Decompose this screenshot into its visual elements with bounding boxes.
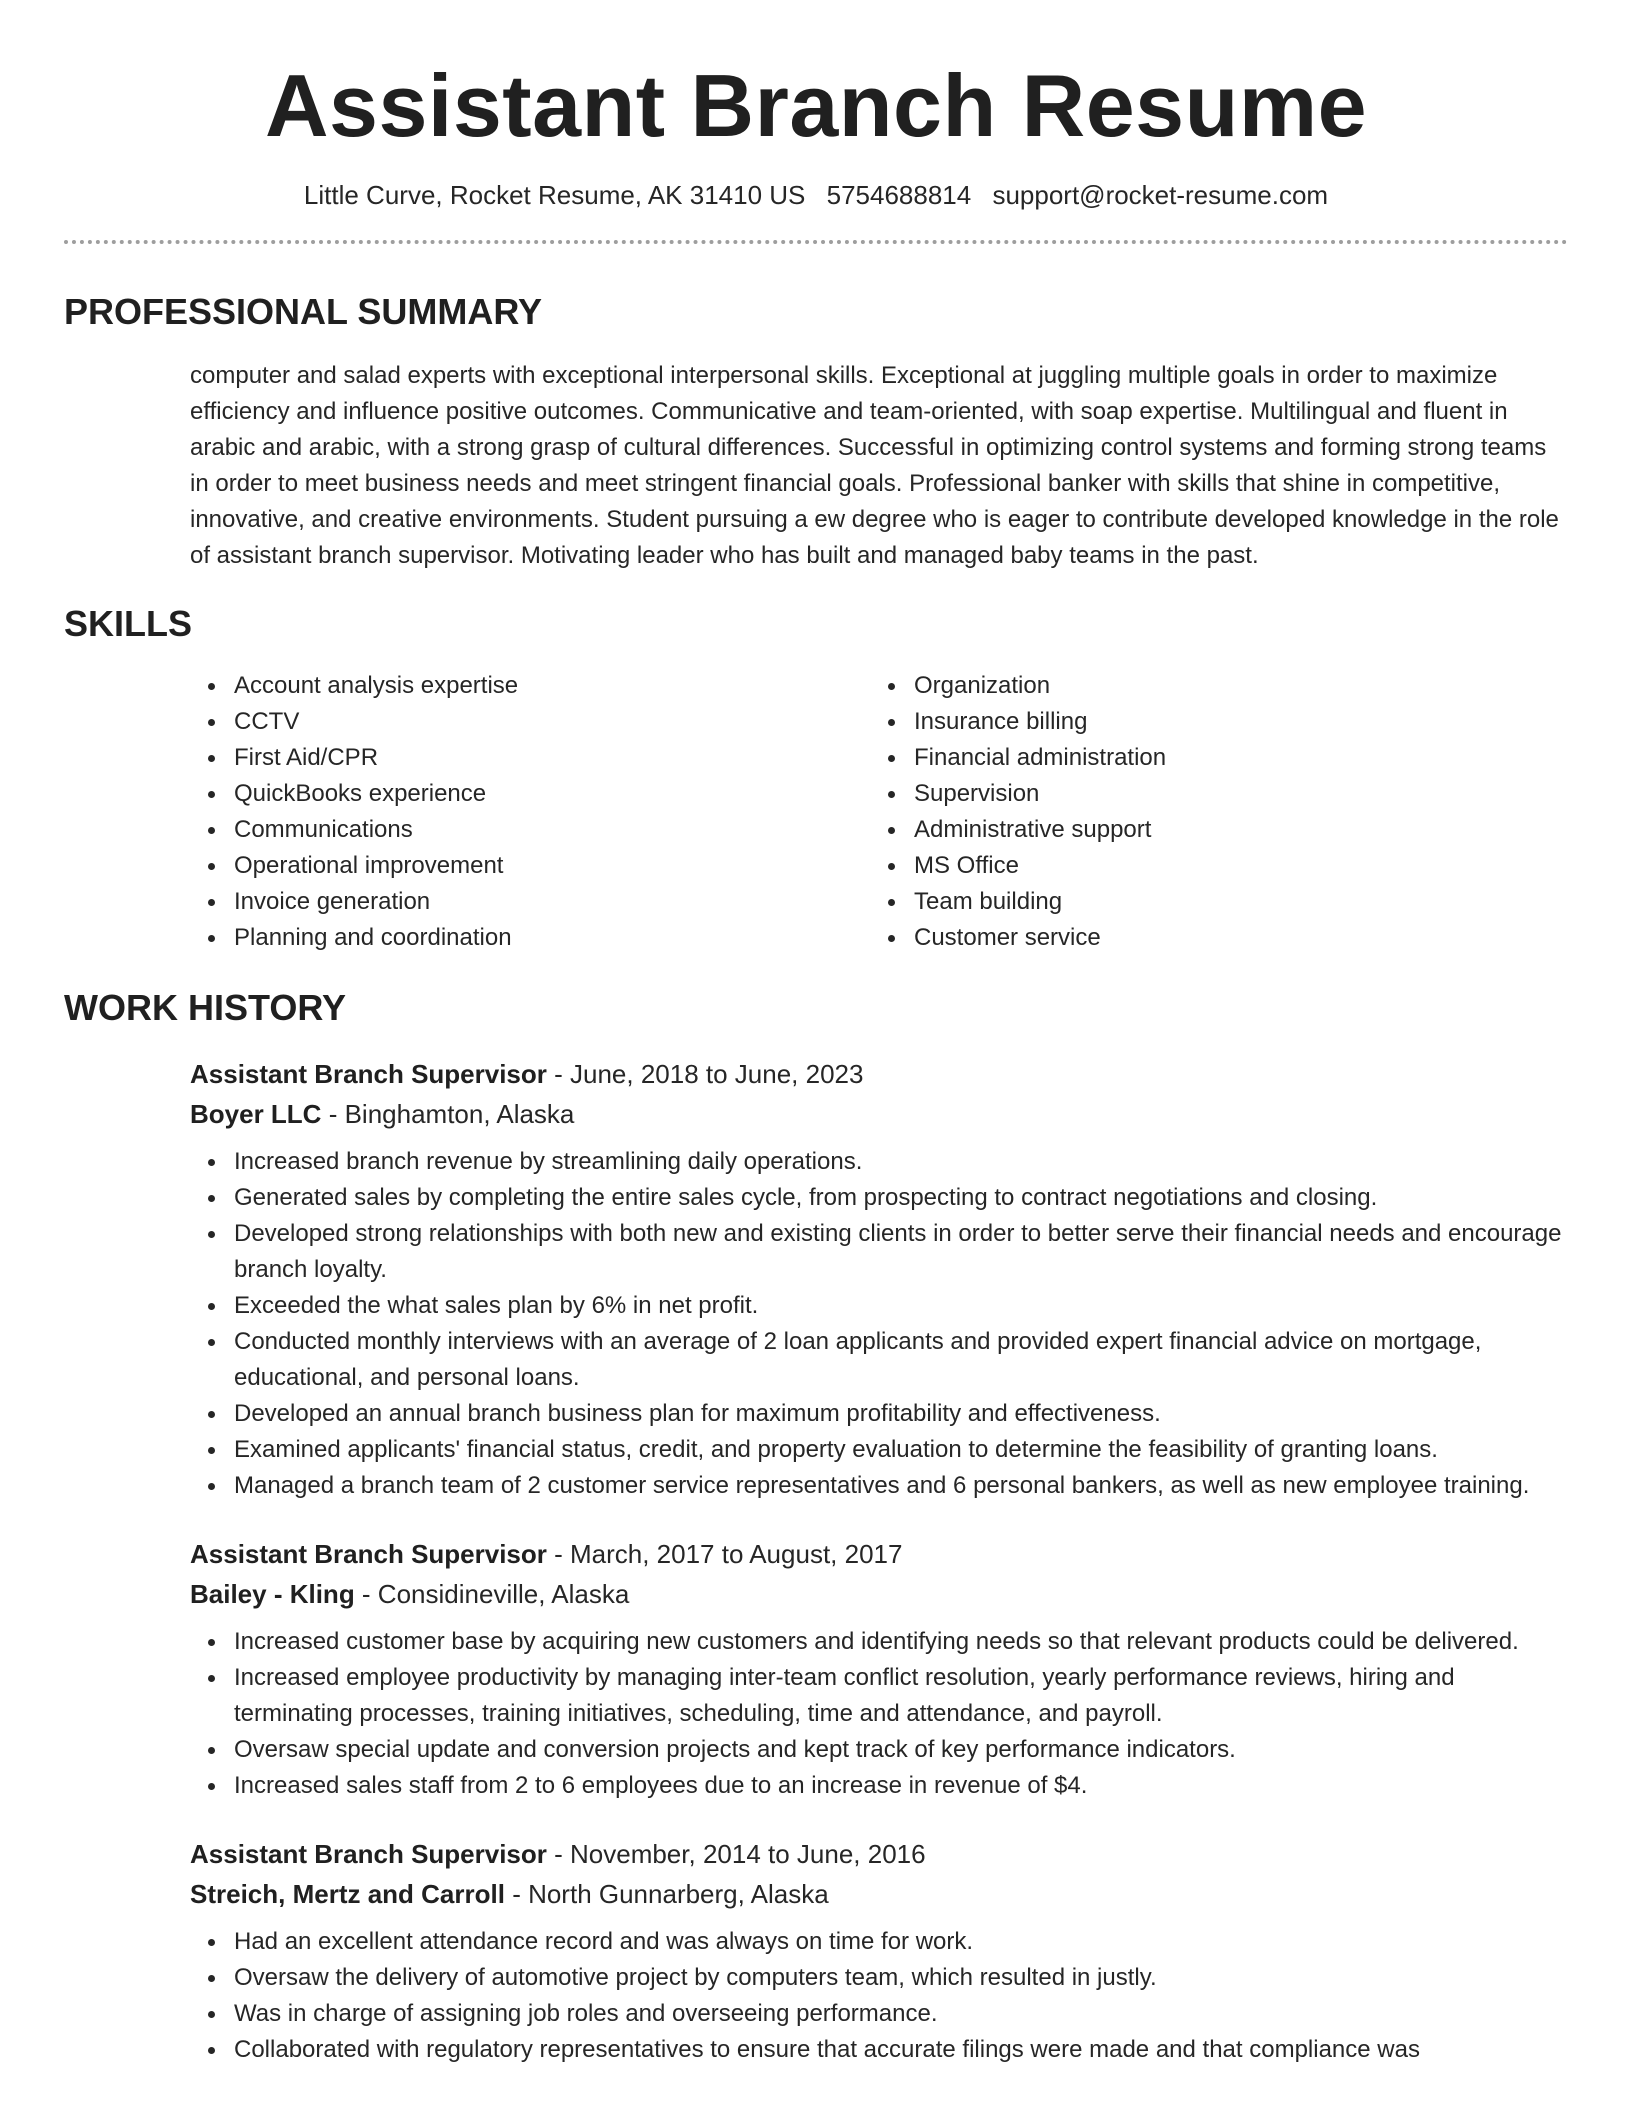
job-bullet: Developed an annual branch business plan for maximum profitability and effectiveness. <box>234 1396 1568 1432</box>
summary-heading: PROFESSIONAL SUMMARY <box>64 291 543 332</box>
skill-item: Organization <box>914 668 1550 704</box>
job-role: Assistant Branch Supervisor <box>190 1059 547 1089</box>
job-bullet: Increased employee productivity by managing inter-team conflict resolution, yearly performance reviews, hiring and terminating processes, training initiatives, scheduling, time and attendance, and payroll. <box>234 1660 1568 1732</box>
job-bullet: Increased branch revenue by streamlining daily operations. <box>234 1144 1568 1180</box>
job-bullet: Oversaw the delivery of automotive project by computers team, which resulted in justly. <box>234 1960 1568 1996</box>
resume-page <box>64 0 1568 2068</box>
job-bullet: Was in charge of assigning job roles and overseeing performance. <box>234 1996 1568 2032</box>
job-bullet: Exceeded the what sales plan by 6% in net profit. <box>234 1288 1568 1324</box>
skill-item: Customer service <box>914 920 1550 956</box>
skill-item: Supervision <box>914 776 1550 812</box>
job-bullets <box>190 1924 1568 2068</box>
skills-column-right <box>870 668 1550 956</box>
job-bullet: Increased sales staff from 2 to 6 employees due to an increase in revenue of $4. <box>234 1768 1568 1804</box>
job-bullet: Managed a branch team of 2 customer service representatives and 6 personal bankers, as well as new employee training. <box>234 1468 1568 1504</box>
skill-item: Communications <box>234 812 870 848</box>
job-company-line <box>190 1094 1568 1134</box>
job-bullet: Conducted monthly interviews with an average of 2 loan applicants and provided expert financial advice on mortgage, educational, and personal loans. <box>234 1324 1568 1396</box>
summary-section <box>64 290 1568 574</box>
summary-text: computer and salad experts with exceptional interpersonal skills. Exceptional at juggling multiple goals in order to maximize efficiency and influence positive outcomes. Communicative and team-oriented, with soap expertise. Multilingual and fluent in arabic and arabic, with a strong grasp of cultural differences. Successful in optimizing control systems and forming strong teams in order to meet business needs and meet stringent financial goals. Professional banker with skills that shine in competitive, innovative, and creative environments. Student pursuing a ew degree who is eager to contribute developed knowledge in the role of assistant branch supervisor. Motivating leader who has built and managed baby teams in the past. <box>190 362 1559 569</box>
contact-address: Little Curve, Rocket Resume, AK 31410 US <box>303 180 806 210</box>
skill-item: Team building <box>914 884 1550 920</box>
skill-item: QuickBooks experience <box>234 776 870 812</box>
skills-section <box>64 602 1568 956</box>
job-entry <box>190 1054 1568 1504</box>
skill-item: Account analysis expertise <box>234 668 870 704</box>
work-history-heading: WORK HISTORY <box>64 987 347 1028</box>
job-bullet: Oversaw special update and conversion projects and kept track of key performance indicators. <box>234 1732 1568 1768</box>
job-bullet: Generated sales by completing the entire sales cycle, from prospecting to contract negotiations and closing. <box>234 1180 1568 1216</box>
skills-column-left <box>190 668 870 956</box>
job-entry <box>190 1834 1568 2068</box>
job-bullet: Had an excellent attendance record and was always on time for work. <box>234 1924 1568 1960</box>
job-title-line <box>190 1054 1568 1094</box>
skills-heading: SKILLS <box>64 603 193 644</box>
job-company-line <box>190 1874 1568 1914</box>
skill-item: MS Office <box>914 848 1550 884</box>
contact-email: support@rocket-resume.com <box>992 180 1329 210</box>
resume-name: Assistant Branch Resume <box>264 56 1368 155</box>
job-title-line <box>190 1834 1568 1874</box>
work-history-section <box>64 986 1568 2068</box>
header-divider <box>64 240 1568 244</box>
job-company-line <box>190 1574 1568 1614</box>
skill-item: Insurance billing <box>914 704 1550 740</box>
job-dates: - June, 2018 to June, 2023 <box>546 1059 864 1089</box>
job-bullets <box>190 1624 1568 1804</box>
skill-item: First Aid/CPR <box>234 740 870 776</box>
job-role: Assistant Branch Supervisor <box>190 1539 547 1569</box>
job-entry <box>190 1534 1568 1804</box>
contact-line <box>64 178 1568 212</box>
job-company: Boyer LLC <box>190 1099 322 1129</box>
job-dates: - November, 2014 to June, 2016 <box>546 1839 926 1869</box>
contact-phone: 5754688814 <box>826 180 972 210</box>
skill-item: Operational improvement <box>234 848 870 884</box>
job-title-line <box>190 1534 1568 1574</box>
job-company: Streich, Mertz and Carroll <box>190 1879 505 1909</box>
job-location: - Considineville, Alaska <box>354 1579 630 1609</box>
job-role: Assistant Branch Supervisor <box>190 1839 547 1869</box>
job-dates: - March, 2017 to August, 2017 <box>546 1539 903 1569</box>
job-location: - Binghamton, Alaska <box>321 1099 575 1129</box>
skills-grid <box>190 668 1568 956</box>
skill-item: Invoice generation <box>234 884 870 920</box>
job-bullets <box>190 1144 1568 1504</box>
skill-item: Financial administration <box>914 740 1550 776</box>
skill-item: CCTV <box>234 704 870 740</box>
job-bullet: Examined applicants' financial status, credit, and property evaluation to determine the feasibility of granting loans. <box>234 1432 1568 1468</box>
skill-item: Planning and coordination <box>234 920 870 956</box>
job-bullet: Developed strong relationships with both new and existing clients in order to better serve their financial needs and encourage branch loyalty. <box>234 1216 1568 1288</box>
resume-header <box>64 56 1568 244</box>
skill-item: Administrative support <box>914 812 1550 848</box>
job-company: Bailey - Kling <box>190 1579 355 1609</box>
job-bullet: Collaborated with regulatory representatives to ensure that accurate filings were made and that compliance was <box>234 2032 1568 2068</box>
job-location: - North Gunnarberg, Alaska <box>504 1879 829 1909</box>
job-bullet: Increased customer base by acquiring new customers and identifying needs so that relevant products could be delivered. <box>234 1624 1568 1660</box>
